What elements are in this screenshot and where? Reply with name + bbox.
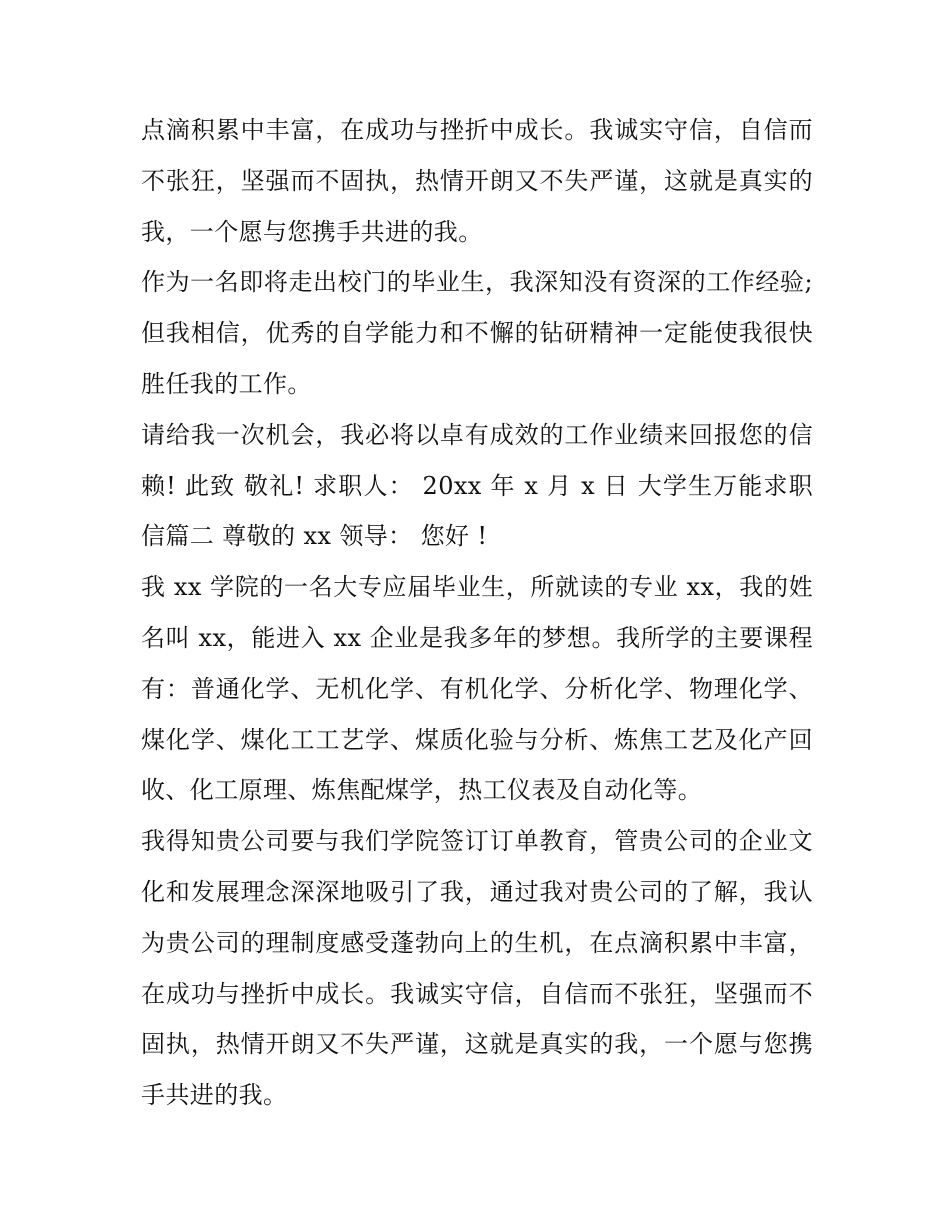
paragraph-closing-and-letter-two-header: 请给我一次机会，我必将以卓有成效的工作业绩来回报您的信赖! 此致 敬礼! 求职人： 20xx 年 x 月 x 日 大学生万能求职信篇二 尊敬的 xx 领导： 您好 ! — [141, 420, 813, 551]
paragraph-company-interest: 我得知贵公司要与我们学院签订订单教育，管贵公司的企业文化和发展理念深深地吸引了我，通过我对贵公司的了解，我认为贵公司的理制度感受蓬勃向上的生机，在点滴积累中丰富，在成功与挫折中成长。我诚实守信，自信而不张狂，坚强而不固执，热情开朗又不失严谨，这就是真实的我，一个愿与您携手共进的我。 — [141, 827, 813, 1110]
paragraph-graduate-experience: 作为一名即将走出校门的毕业生，我深知没有资深的工作经验;但我相信，优秀的自学能力和不懈的钻研精神一定能使我很快胜任我的工作。 — [141, 268, 813, 398]
paragraph-education-courses: 我 xx 学院的一名大专应届毕业生，所就读的专业 xx，我的姓名叫 xx，能进入 xx 企业是我多年的梦想。我所学的主要课程有：普通化学、无机化学、有机化学、分析化学、物理化学、煤化学、煤化工工艺学、煤质化验与分析、炼焦工艺及化产回收、化工原理、炼焦配煤学，热工仪表及自动化等。 — [141, 573, 813, 805]
document-body — [141, 105, 813, 1121]
paragraph-self-description: 点滴积累中丰富，在成功与挫折中成长。我诚实守信，自信而不张狂，坚强而不固执，热情开朗又不失严谨，这就是真实的我，一个愿与您携手共进的我。 — [141, 116, 813, 246]
